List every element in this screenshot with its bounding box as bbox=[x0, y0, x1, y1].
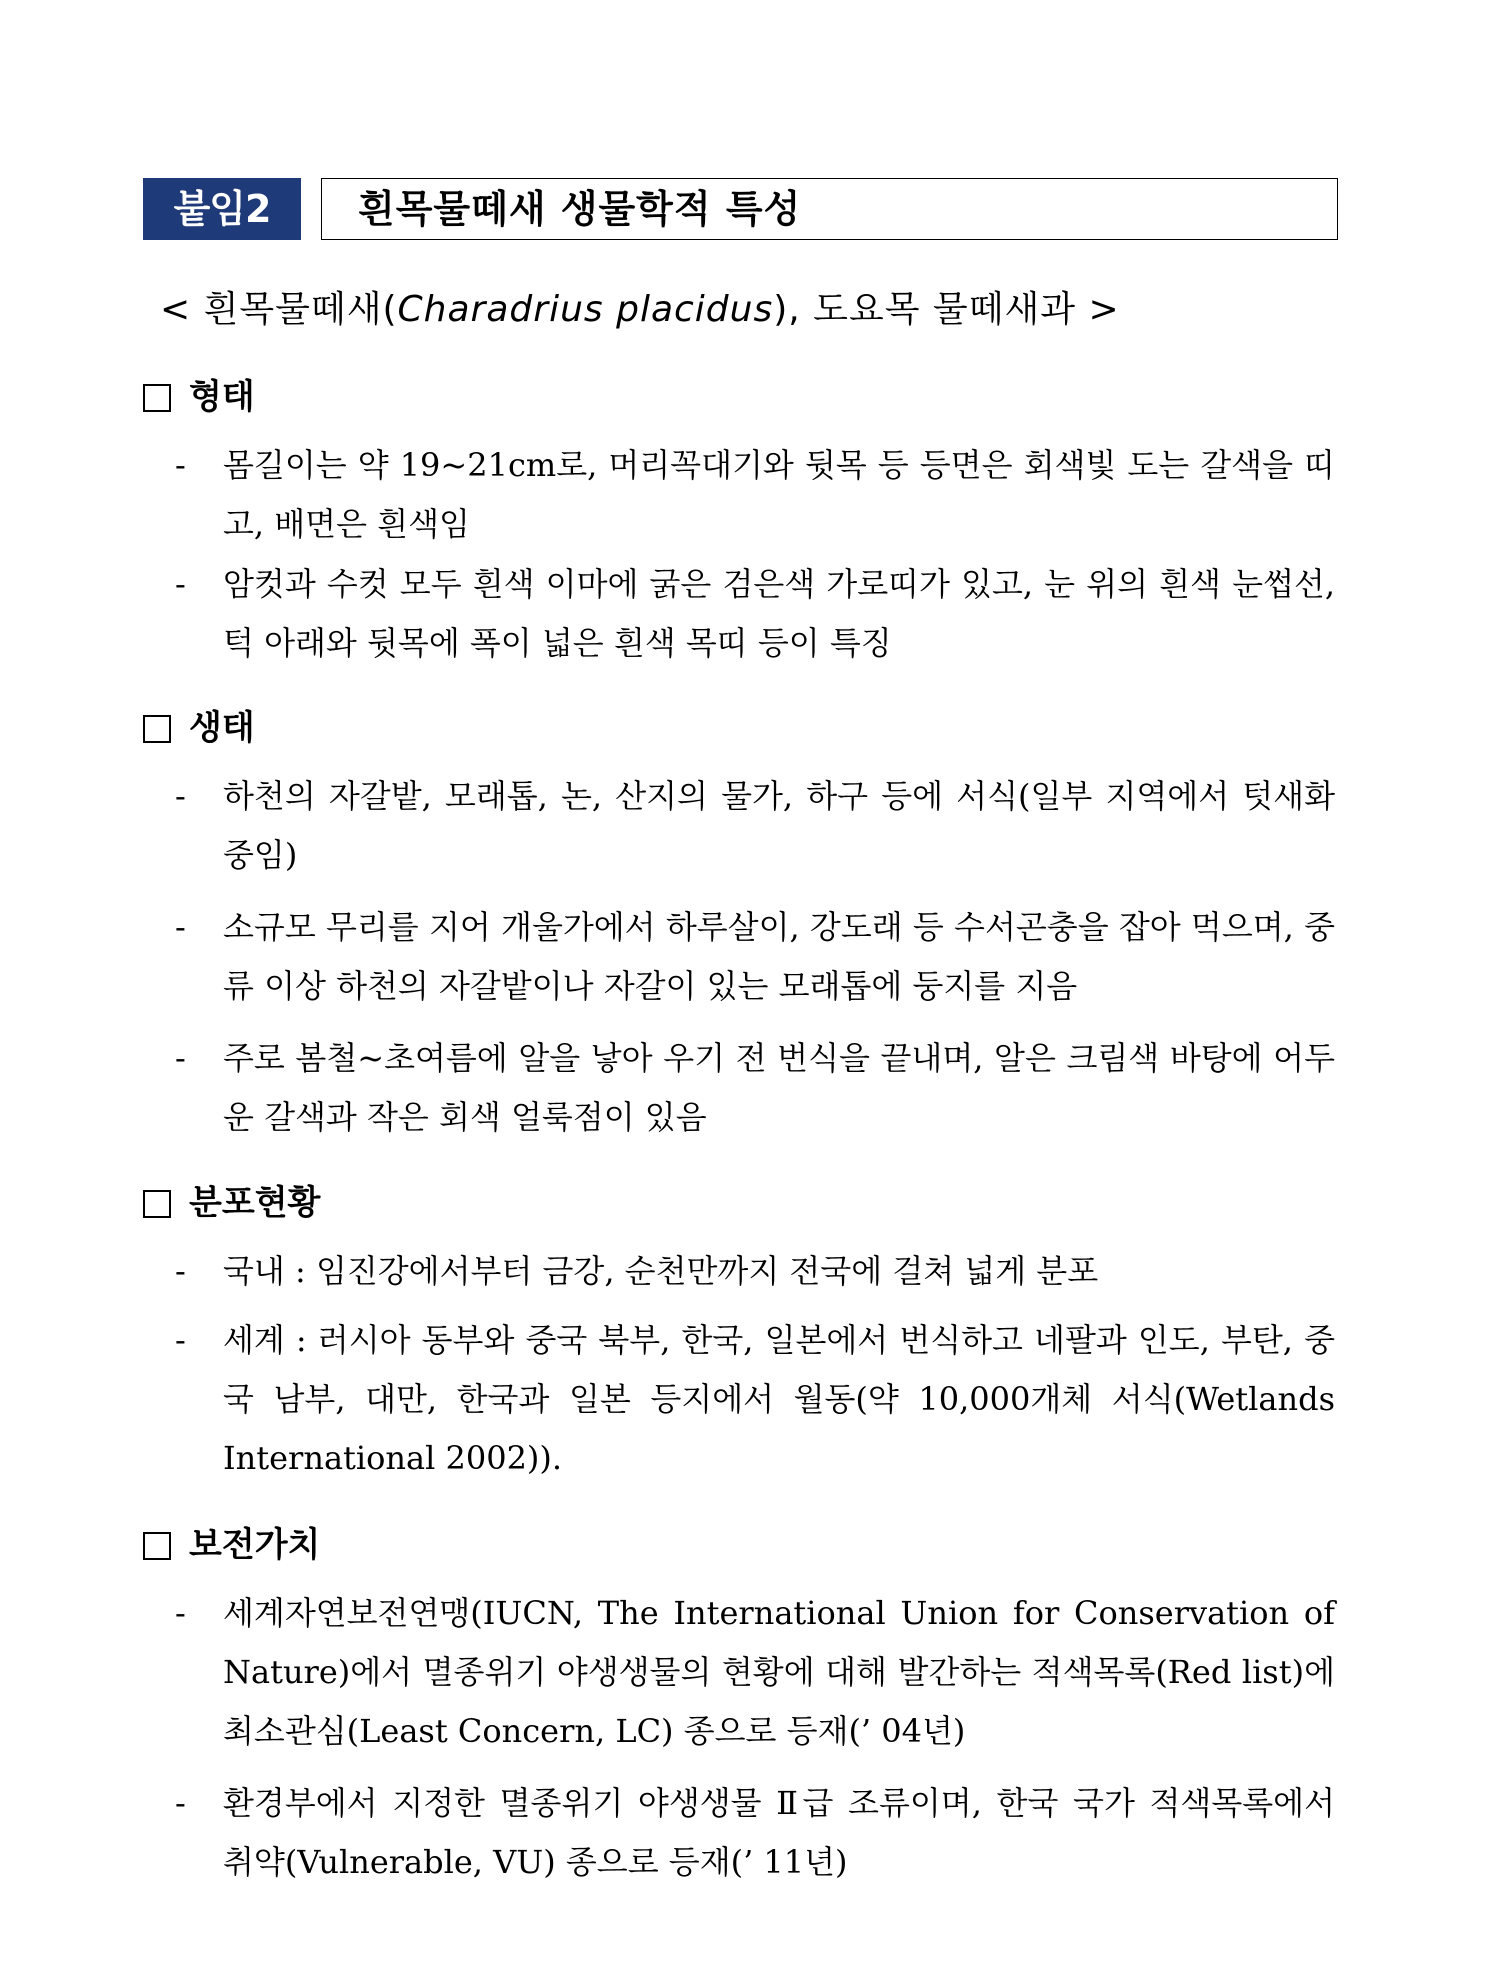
checkbox-icon bbox=[143, 1532, 171, 1560]
checkbox-icon bbox=[143, 715, 171, 743]
scientific-name: Charadrius placidus bbox=[397, 289, 774, 330]
list-item bbox=[175, 898, 1335, 1016]
section-heading-label: 형태 bbox=[189, 377, 255, 417]
dash-bullet-icon: - bbox=[175, 1039, 186, 1077]
checkbox-icon bbox=[143, 1190, 171, 1218]
subtitle-suffix: ), 도요목 물떼새과 > bbox=[773, 289, 1120, 330]
dash-bullet-icon: - bbox=[175, 1594, 186, 1632]
list-item bbox=[175, 1584, 1335, 1761]
attachment-badge: 붙임2 bbox=[143, 178, 301, 240]
list-item bbox=[175, 436, 1335, 554]
page-title: 흰목물떼새 생물학적 특성 bbox=[321, 178, 1338, 240]
list-item-text: 소규모 무리를 지어 개울가에서 하루살이, 강도래 등 수서곤충을 잡아 먹으며, 중류 이상 하천의 자갈밭이나 자갈이 있는 모래톱에 둥지를 지음 bbox=[223, 908, 1335, 1005]
list-item bbox=[175, 555, 1335, 673]
dash-bullet-icon: - bbox=[175, 565, 186, 603]
section-heading-label: 분포현황 bbox=[189, 1183, 321, 1223]
list-item-text: 암컷과 수컷 모두 흰색 이마에 굵은 검은색 가로띠가 있고, 눈 위의 흰색 눈썹선, 턱 아래와 뒷목에 폭이 넓은 흰색 목띠 등이 특징 bbox=[223, 565, 1335, 662]
list-item bbox=[175, 1774, 1335, 1892]
list-item bbox=[175, 1242, 1335, 1301]
dash-bullet-icon: - bbox=[175, 1784, 186, 1822]
dash-bullet-icon: - bbox=[175, 446, 186, 484]
dash-bullet-icon: - bbox=[175, 1252, 186, 1290]
list-item bbox=[175, 1311, 1335, 1488]
checkbox-icon bbox=[143, 384, 171, 412]
section-heading-conservation bbox=[143, 1520, 320, 1570]
section-heading-label: 생태 bbox=[189, 708, 255, 748]
list-item-text: 국내 : 임진강에서부터 금강, 순천만까지 전국에 걸쳐 넓게 분포 bbox=[223, 1252, 1099, 1290]
section-heading-ecology bbox=[143, 703, 255, 753]
list-item-text: 주로 봄철~초여름에 알을 낳아 우기 전 번식을 끝내며, 알은 크림색 바탕에 어두운 갈색과 작은 회색 얼룩점이 있음 bbox=[223, 1039, 1335, 1136]
section-heading-distribution bbox=[143, 1178, 320, 1228]
dash-bullet-icon: - bbox=[175, 1321, 186, 1359]
list-item-text: 세계자연보전연맹(IUCN, The International Union for Conservation of Nature)에서 멸종위기 야생생물의 현황에 대해 발간하는 적색목록(Red list)에 최소관심(Least Concern, LC) 종으로 등재(’ 04년) bbox=[223, 1594, 1335, 1750]
dash-bullet-icon: - bbox=[175, 777, 186, 815]
list-item-text: 하천의 자갈밭, 모래톱, 논, 산지의 물가, 하구 등에 서식(일부 지역에서 텃새화 중임) bbox=[223, 777, 1335, 874]
dash-bullet-icon: - bbox=[175, 908, 186, 946]
list-item bbox=[175, 1029, 1335, 1147]
list-item-text: 환경부에서 지정한 멸종위기 야생생물 Ⅱ급 조류이며, 한국 국가 적색목록에서 취약(Vulnerable, VU) 종으로 등재(’ 11년) bbox=[223, 1784, 1335, 1881]
list-item-text: 세계 : 러시아 동부와 중국 북부, 한국, 일본에서 번식하고 네팔과 인도, 부탄, 중국 남부, 대만, 한국과 일본 등지에서 월동(약 10,000개체 서식(Wetlands International 2002)). bbox=[223, 1321, 1335, 1477]
section-heading-label: 보전가치 bbox=[189, 1525, 321, 1565]
species-subtitle bbox=[160, 282, 1120, 338]
list-item bbox=[175, 767, 1335, 885]
list-item-text: 몸길이는 약 19~21cm로, 머리꼭대기와 뒷목 등 등면은 회색빛 도는 갈색을 띠고, 배면은 흰색임 bbox=[223, 446, 1335, 543]
subtitle-prefix: < 흰목물떼새( bbox=[160, 289, 398, 330]
document-header bbox=[143, 178, 1338, 240]
section-heading-morphology bbox=[143, 372, 255, 422]
